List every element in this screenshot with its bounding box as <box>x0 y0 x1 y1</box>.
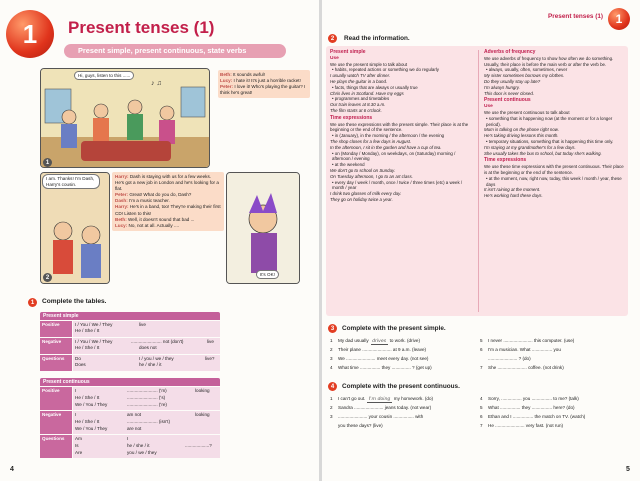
row-label: Positive <box>40 321 72 337</box>
verb-form: ........................ ('m) <box>127 388 167 393</box>
exercise-item <box>330 356 428 362</box>
item-number: 5 <box>480 405 483 410</box>
exercise-item <box>480 423 563 429</box>
subject-line: I <box>75 388 77 393</box>
subject-line: Is <box>75 443 79 448</box>
example-answer: I'm doing <box>367 397 392 402</box>
line-text: No, not at all. Actually .... <box>128 222 180 228</box>
verb-form: ...................? <box>185 443 212 448</box>
exercise-item <box>480 405 575 411</box>
exercise-number: 3 <box>328 324 337 333</box>
grammar-text: • always, usually, often, sometimes, never <box>486 67 568 73</box>
item-text: ....................... ? (do) <box>488 356 531 361</box>
exercise-number: 1 <box>28 298 37 307</box>
example-sentence: Our train leaves at 8.30 a.m. <box>330 102 386 108</box>
item-text: to work. (drive) <box>389 338 420 343</box>
line-text: He's in a band, too! They're making their first CD! Listen to this! <box>115 204 221 216</box>
example-sentence: It isn't raining at the moment. <box>484 187 541 193</box>
example-sentence: We don't go to school on Sunday. <box>330 167 396 173</box>
example-sentence: The film starts at 6 o'clock. <box>330 107 382 113</box>
comic-scene-3 <box>227 173 300 284</box>
verb-form: ........................ ('re) <box>127 402 167 407</box>
exercise-title: Complete the tables. <box>42 298 107 305</box>
item-number: 2 <box>330 347 333 352</box>
verb-form: does not <box>139 345 157 350</box>
speech-bubble-2: I am. Thanks! I'm Dash, Harry's cousin. <box>42 174 100 189</box>
comic-panel-3 <box>226 172 300 284</box>
grammar-text: • in (January), in the morning / the afternoon / the evening <box>332 133 445 139</box>
example-sentence: I'm always hungry. <box>484 84 520 90</box>
section-title: Read the information. <box>344 35 410 42</box>
verb-form: ........................ not (don't) <box>131 339 184 344</box>
item-number: 1 <box>330 396 333 401</box>
item-number: 3 <box>330 356 333 361</box>
speaker: Lucy: <box>115 222 128 228</box>
row-label: Positive <box>40 387 72 410</box>
page-number: 5 <box>626 466 630 473</box>
example-sentence: She usually takes the bus to school, but today she's walking. <box>484 150 602 156</box>
grammar-heading: Time expressions <box>330 114 373 121</box>
subject-line: He / She / It <box>75 345 100 350</box>
exercise-number: 4 <box>328 382 337 391</box>
line-text: I'm a music teacher. <box>129 198 170 204</box>
example-sentence: Do they usually stay up late? <box>484 78 541 84</box>
speaker: Dash: <box>115 198 128 204</box>
table-cell <box>73 355 220 371</box>
subject-line: I <box>75 412 77 417</box>
example-sentence: They go on holiday twice a year. <box>330 196 393 202</box>
grammar-text: We use these expressions with the present simple. Their place is at the beginning or the end of the sentence. <box>330 121 469 133</box>
grammar-text: • every day / week / month, once / twice / three times (etc) a week / month / year <box>332 179 463 191</box>
svg-text:♪ ♫: ♪ ♫ <box>151 80 162 87</box>
line-text: Dash is staying with us for a few weeks. He's got a new job in London and he's looking for a flat. <box>115 174 219 192</box>
speaker: Beth: <box>220 72 232 77</box>
dialogue-line <box>220 84 308 96</box>
subject-line: Am <box>75 436 82 441</box>
grammar-heading: Time expressions <box>484 157 527 164</box>
verb-form: I <box>127 436 129 441</box>
item-number: 1 <box>330 338 333 343</box>
grammar-text: • on (Monday / Monday), on weekdays, on (Saturday) morning / afternoon / evening <box>332 150 456 162</box>
item-text: my homework. (do) <box>393 396 434 401</box>
grammar-column-right <box>484 50 626 199</box>
speaker: Harry: <box>115 174 129 179</box>
unit-number-badge <box>608 8 630 30</box>
speech-bubble-3: It's OK! <box>256 270 279 279</box>
exercise-item <box>330 405 431 411</box>
exercise-item <box>480 365 564 371</box>
example-sentence: The shop closes for a few days in August. <box>330 138 412 144</box>
frame-number: 2 <box>43 273 52 282</box>
row-label: Questions <box>40 435 72 458</box>
verb-form: ........................ (isn't) <box>127 419 170 424</box>
item-text: ....................... your cousin ................ with <box>338 414 424 419</box>
example-sentence: I'm staying at my grandmother's for a few days. <box>484 144 576 150</box>
grammar-heading: Present continuous <box>484 97 531 104</box>
item-text: We ....................... meet every day. (not see) <box>338 356 429 361</box>
grammar-text: • something that is happening now (at the moment or for a longer period). <box>486 115 613 127</box>
page-subtitle: Present simple, present continuous, state verbs <box>78 46 247 55</box>
item-text: Sandra ....................... jeans today. (not wear) <box>338 405 432 410</box>
grammar-column-left <box>330 50 474 203</box>
line-text: I hate it! It's just a horrible racket! <box>233 78 301 84</box>
exercise-title: Complete with the present simple. <box>342 325 446 332</box>
example-sentence: Mum is talking on the phone right now. <box>484 127 559 133</box>
grammar-text: We use adverbs of frequency to show how often we do something. Usually, their place is before the main verb or after the verb be. <box>484 55 614 67</box>
exercise-item <box>480 356 531 362</box>
subject-line: He / She / It <box>75 395 100 400</box>
table-cell <box>73 338 220 354</box>
grammar-text: We use these time expressions with the present continuous. Their place is at the beginning or the end of the sentence. <box>484 164 624 175</box>
speaker: Lucy: <box>220 78 233 84</box>
table-cell <box>73 387 220 410</box>
example-sentence: My sister sometimes borrows my clothes. <box>484 73 565 79</box>
example-sentence: On Tuesday afternoon, I go to an art class. <box>330 173 413 179</box>
example-sentence: Chris lives in Scotland. Have my eggs <box>330 90 404 96</box>
item-number: 5 <box>480 338 483 343</box>
comic-scene-1 <box>41 69 210 168</box>
grammar-divider <box>478 50 479 312</box>
verb-form: I / you / we / they <box>139 356 174 361</box>
line-text: Great! What do you do, Dash? <box>129 192 192 198</box>
item-number: 4 <box>330 365 333 370</box>
verb-form: he / she / it <box>127 443 150 448</box>
item-text: I'm a musician. What ................ you <box>488 347 561 352</box>
speech-bubble-1: Hi, guys, listen to this ...... <box>74 71 134 80</box>
example-answer: drives <box>370 339 388 344</box>
subject-line: I / You / We / They <box>75 322 113 327</box>
unit-number: 1 <box>22 18 38 49</box>
exercise-item <box>480 338 574 344</box>
item-text: What ................ they ................ here? (do) <box>488 405 575 410</box>
grammar-text: • programmes and timetables <box>332 96 390 102</box>
subject-line: Does <box>75 362 86 367</box>
comic-panel-1 <box>40 68 210 168</box>
row-label: Negative <box>40 338 72 354</box>
example-sentence: In the afternoon, I sit in the garden and have a cup of tea. <box>330 144 442 150</box>
example-sentence: He plays the guitar in a band. <box>330 78 388 84</box>
grammar-text: • temporary situations, something that is happening this time only. <box>486 138 614 144</box>
dialogue-line <box>115 204 221 216</box>
unit-number-badge <box>6 10 54 58</box>
line-text: Well, it doesn't sound that bad ... <box>128 216 195 222</box>
item-text: Their plane ....................... at 9 a.m. (leave) <box>338 347 427 352</box>
grammar-text: We use the present continuous to talk about <box>484 109 570 115</box>
row-label: Questions <box>40 355 72 371</box>
subject-line: Do <box>75 356 81 361</box>
dialogue-line <box>115 223 221 229</box>
comic-scene-2 <box>41 173 110 284</box>
line-text: I love it! Who's playing the guitar? I think he's great! <box>220 84 306 96</box>
grammar-text: • at the moment, now, right now, today, this week / month / year, these days <box>486 175 622 187</box>
page-number: 4 <box>10 466 14 473</box>
item-text: I can't go out. <box>338 396 366 401</box>
left-page <box>0 0 319 481</box>
running-head: Present tenses (1) <box>548 13 604 20</box>
item-text: My dad usually <box>338 338 369 343</box>
grammar-text: • facts, things that are always or usually true <box>332 84 418 90</box>
frame-number: 1 <box>43 158 52 167</box>
verb-form: you / we / they <box>127 450 157 455</box>
right-page <box>322 0 640 481</box>
dialogue-1 <box>218 70 310 98</box>
example-sentence: I drink two glasses of milk every day. <box>330 191 402 197</box>
grammar-text: Use <box>484 104 493 110</box>
exercise-item <box>330 423 383 429</box>
item-text: Ethan and I ................ the match on TV. (watch) <box>488 414 586 419</box>
item-number: 2 <box>330 405 333 410</box>
item-number: 6 <box>480 347 483 352</box>
example-sentence: He's working hard these days. <box>484 193 543 199</box>
exercise-item <box>480 396 579 402</box>
exercise-item <box>330 365 432 371</box>
grammar-text: We use the present simple to talk about <box>330 61 408 67</box>
item-text: you these days? (live) <box>338 423 383 428</box>
exercise-item <box>330 396 433 403</box>
grammar-text: • habits, repeated actions or something we do regularly <box>332 67 439 73</box>
grammar-heading: Present simple <box>330 49 366 55</box>
item-number: 7 <box>480 365 483 370</box>
verb-form: looking <box>195 412 210 417</box>
verb-form: live <box>207 339 214 344</box>
exercise-item <box>330 347 426 353</box>
item-text: I never ....................... this computer. (use) <box>488 338 575 343</box>
exercise-item <box>480 347 561 353</box>
table-cell <box>73 321 220 337</box>
item-number: 3 <box>330 414 333 419</box>
dialogue-line <box>115 174 221 192</box>
verb-form: he / she / it <box>139 362 162 367</box>
grammar-heading: Adverbs of frequency <box>484 49 536 55</box>
table-header: Present continuous <box>40 378 220 386</box>
exercise-item <box>330 414 423 420</box>
unit-number: 1 <box>615 12 623 26</box>
subject-line: We / You / They <box>75 426 108 431</box>
item-number: 6 <box>480 414 483 419</box>
verb-form: live <box>139 322 146 327</box>
subject-line: We / You / They <box>75 402 108 407</box>
item-text: Sorry, ................ you ................ to me? (talk) <box>488 396 579 401</box>
verb-form: ........................ ('s) <box>127 395 166 400</box>
subject-line: He / She / It <box>75 328 100 333</box>
speaker: Beth: <box>115 216 127 222</box>
item-text: What time ................ they ............... ? (get up) <box>338 365 432 370</box>
example-sentence: I usually watch TV after dinner. <box>330 73 391 79</box>
grammar-text: Use <box>330 55 339 61</box>
page-title: Present tenses (1) <box>68 18 215 37</box>
speaker: Peter: <box>220 84 234 90</box>
dialogue-2 <box>112 172 224 231</box>
speaker: Harry: <box>115 204 129 210</box>
row-label: Negative <box>40 411 72 434</box>
exercise-item <box>330 338 420 345</box>
table-cell <box>73 435 220 458</box>
line-text: It sounds awful! <box>233 72 265 77</box>
exercise-title: Complete with the present continuous. <box>342 383 460 390</box>
section-number: 2 <box>328 34 337 43</box>
grammar-text: • at the weekend <box>332 162 365 168</box>
item-number: 4 <box>480 396 483 401</box>
example-sentence: He's taking driving lessons this month. <box>484 133 559 139</box>
verb-form: looking <box>195 388 210 393</box>
verb-form: live? <box>205 356 215 361</box>
item-number: 7 <box>480 423 483 428</box>
verb-form: are not <box>127 426 142 431</box>
subject-line: He / She / It <box>75 419 100 424</box>
table-header: Present simple <box>40 312 220 320</box>
item-text: He ....................... very fast. (not run) <box>488 423 564 428</box>
subject-line: Are <box>75 450 83 455</box>
example-sentence: This door is never closed. <box>484 90 535 96</box>
exercise-item <box>480 414 585 420</box>
verb-form: am not <box>127 412 142 417</box>
speaker: Peter: <box>115 192 129 198</box>
subject-line: I / You / We / They <box>75 339 113 344</box>
table-cell <box>73 411 220 434</box>
item-text: She ....................... coffee. (not drink) <box>488 365 564 370</box>
